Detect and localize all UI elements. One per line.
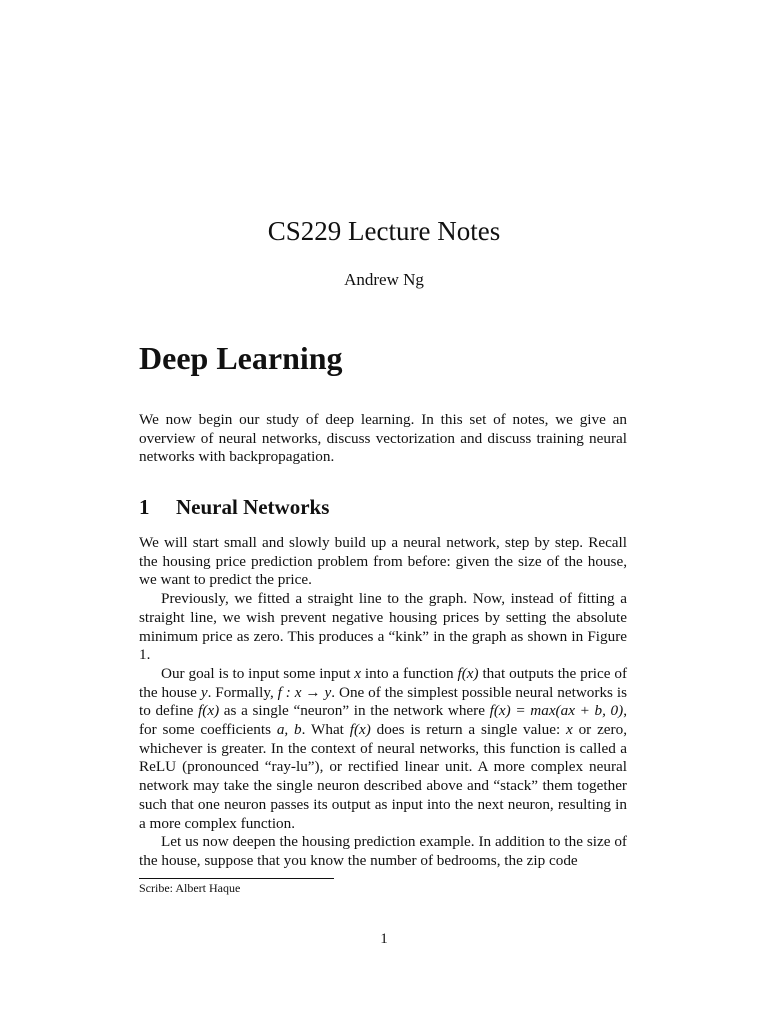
math-y: y (200, 683, 208, 701)
math-fx: f(x) (198, 702, 220, 720)
paragraph-1: We will start small and slowly build up a neural network, step by step. Recall the housing price prediction problem from before: given the size of the house, we want to predict the price. (139, 534, 627, 589)
math-fx: f(x) (457, 664, 479, 682)
math-x: x (354, 664, 362, 682)
chapter-heading: Deep Learning (139, 340, 343, 376)
author-name: Andrew Ng (344, 270, 424, 289)
section-body (139, 534, 627, 871)
document-title: CS229 Lecture Notes (267, 216, 501, 246)
math-mapping: f : x → y (277, 683, 332, 701)
intro-paragraph: We now begin our study of deep learning. In this set of notes, we give an overview of neural networks, discuss vectorization and discuss training neural networks with backpropagation. (139, 411, 627, 466)
math-fx: f(x) (349, 721, 371, 739)
footnote: Scribe: Albert Haque (139, 881, 241, 895)
paragraph-4: Let us now deepen the housing prediction example. In addition to the size of the house, suppose that you know the number of bedrooms, the zip code (139, 833, 627, 869)
math-relu-definition: f(x) = max(ax + b, 0) (489, 702, 624, 720)
footnote-rule (139, 878, 334, 879)
section-number: 1 (139, 495, 150, 519)
paragraph-2: Previously, we fitted a straight line to the graph. Now, instead of fitting a straight line, we wish prevent negative housing prices by setting the absolute minimum price as zero. This produces a “kink” in the graph as shown in Figure 1. (139, 590, 627, 664)
page-number: 1 (380, 931, 388, 947)
math-coefficients: a, b (276, 721, 302, 739)
section-heading (139, 494, 329, 520)
paragraph-3: Our goal is to input some input x into a function f(x) that outputs the price of the house y. Formally, f : x → y. One of the simplest possible neural networks is to define f(x) as a single “neuron” in the network where f(x) = max(ax + b, 0), for some coefficients a, b. What f(x) does is return a single value: x or zero, whichever is greater. In the context of neural networks, this function is called a ReLU (pronounced “ray-lu”), or rectified linear unit. A more complex neural network may take the single neuron described above and “stack” them together such that one neuron passes its output as input into the next neuron, resulting in a more complex function. (139, 664, 628, 832)
section-title: Neural Networks (176, 495, 330, 519)
math-x: x (566, 721, 573, 739)
